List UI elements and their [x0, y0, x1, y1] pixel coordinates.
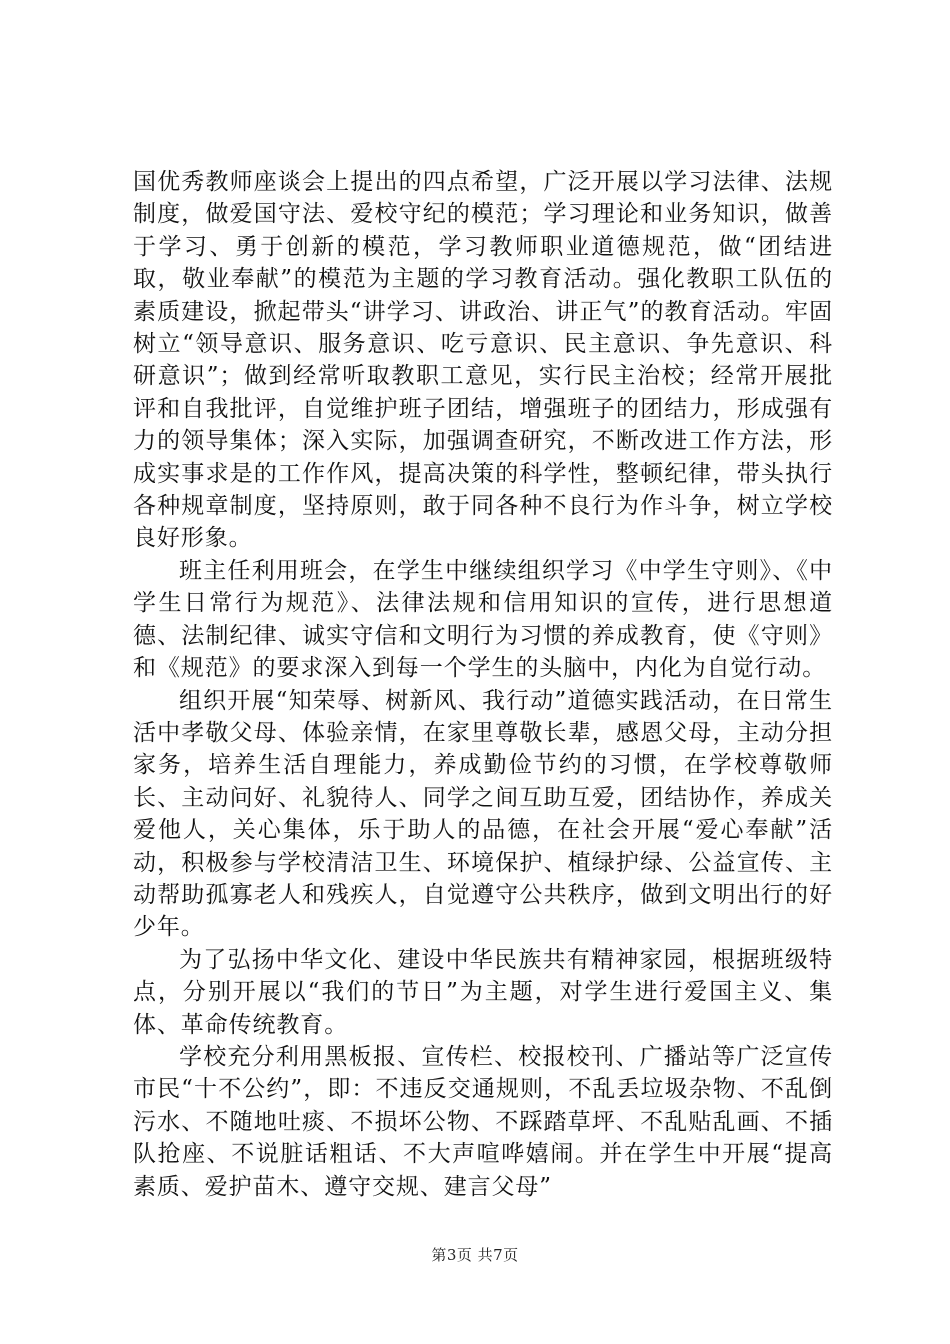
document-body: [133, 166, 833, 1203]
paragraph-5: 学校充分利用黑板报、宣传栏、校报校刊、广播站等广泛宣传市民“十不公约”，即：不违反交通规则，不乱丢垃圾杂物、不乱倒污水、不随地吐痰、不损坏公物、不踩踏草坪、不乱贴乱画、不插队抢座、不说脏话粗话、不大声喧哗嬉闹。并在学生中开展“提高素质、爱护苗木、遵守交规、建言父母”: [133, 1043, 833, 1200]
page-number-footer: 第3页 共7页: [431, 1246, 519, 1264]
paragraph-3: 组织开展“知荣辱、树新风、我行动”道德实践活动，在日常生活中孝敬父母、体验亲情，在家里尊敬长辈，感恩父母，主动分担家务，培养生活自理能力，养成勤俭节约的习惯，在学校尊敬师长、主动问好、礼貌待人、同学之间互助互爱，团结协作，养成关爱他人，关心集体，乐于助人的品德，在社会开展“爱心奉献”活动，积极参与学校清洁卫生、环境保护、植绿护绿、公益宣传、主动帮助孤寡老人和残疾人，自觉遵守公共秩序，做到文明出行的好少年。: [133, 687, 833, 941]
paragraph-2: 班主任利用班会，在学生中继续组织学习《中学生守则》、《中学生日常行为规范》、法律法规和信用知识的宣传，进行思想道德、法制纪律、诚实守信和文明行为习惯的养成教育，使《守则》和《规范》的要求深入到每一个学生的头脑中，内化为自觉行动。: [133, 557, 833, 682]
paragraph-4: 为了弘扬中华文化、建设中华民族共有精神家园，根据班级特点，分别开展以“我们的节日”为主题，对学生进行爱国主义、集体、革命传统教育。: [133, 946, 833, 1038]
paragraph-1: 国优秀教师座谈会上提出的四点希望，广泛开展以学习法律、法规制度，做爱国守法、爱校守纪的模范；学习理论和业务知识，做善于学习、勇于创新的模范，学习教师职业道德规范，做“团结进取，敬业奉献”的模范为主题的学习教育活动。强化教职工队伍的素质建设，掀起带头“讲学习、讲政治、讲正气”的教育活动。牢固树立“领导意识、服务意识、吃亏意识、民主意识、争先意识、科研意识”；做到经常听取教职工意见，实行民主治校；经常开展批评和自我批评，自觉维护班子团结，增强班子的团结力，形成强有力的领导集体；深入实际，加强调查研究，不断改进工作方法，形成实事求是的工作作风，提高决策的科学性，整顿纪律，带头执行各种规章制度，坚持原则，敢于同各种不良行为作斗争，树立学校良好形象。: [133, 169, 833, 552]
